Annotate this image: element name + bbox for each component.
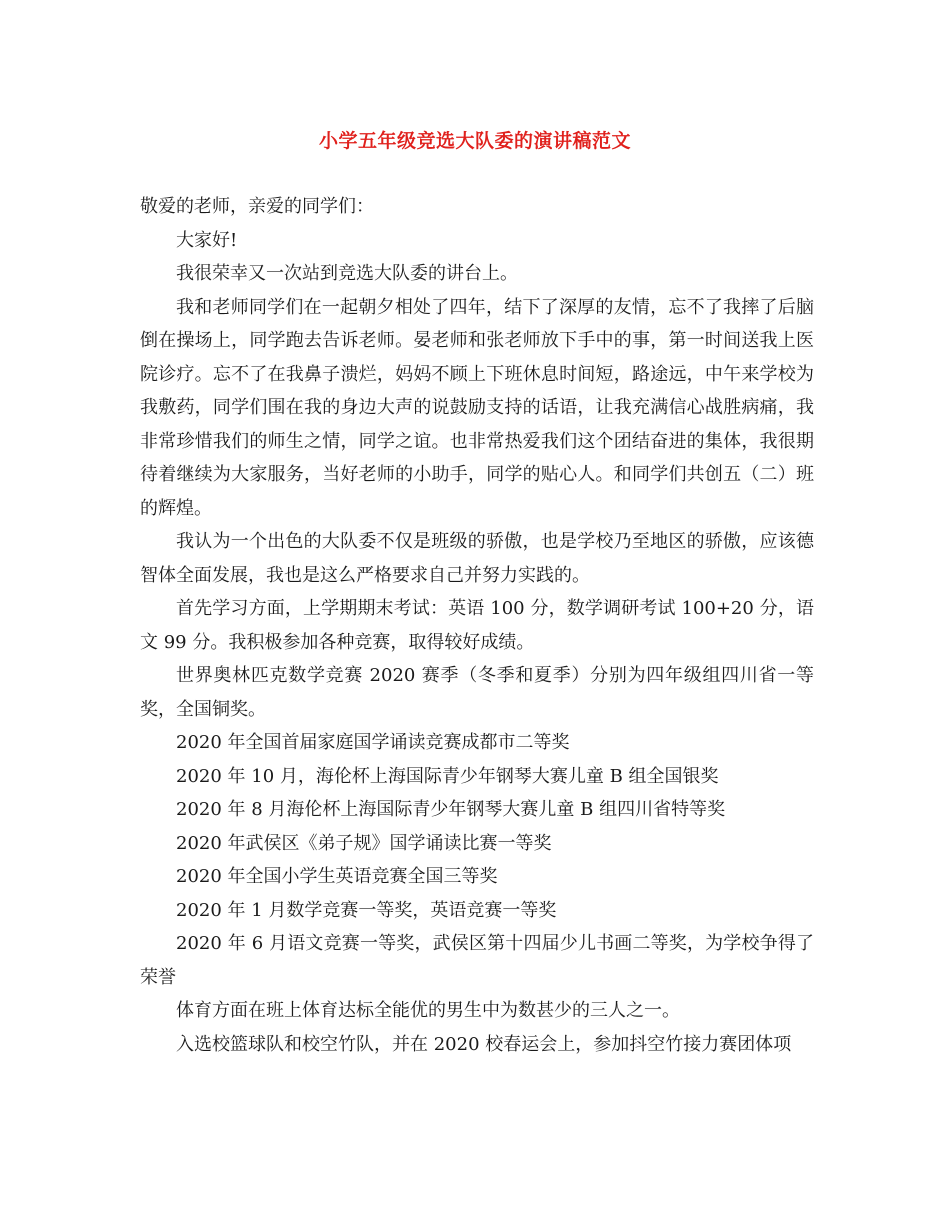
award-item: 2020 年 8 月海伦杯上海国际青少年钢琴大赛儿童 B 组四川省特等奖 [176,799,726,820]
paragraph: 首先学习方面，上学期期末考试：英语 100 分，数学调研考试 100+20 分，语文 99 分。我积极参加各种竞赛，取得较好成绩。 [140,598,814,653]
greeting: 敬爱的老师，亲爱的同学们： [140,196,374,217]
paragraph: 我和老师同学们在一起朝夕相处了四年，结下了深厚的友情，忘不了我摔了后脑倒在操场上，同学跑去告诉老师。晏老师和张老师放下手中的事，第一时间送我上医院诊疗。忘不了在我鼻子溃烂，妈妈不顾上下班休息时间短，路途远，中午来学校为我敷药，同学们围在我的身边大声的说鼓励支持的话语，让我充满信心战胜病痛，我非常珍惜我们的师生之情，同学之谊。也非常热爱我们这个团结奋进的集体，我很期待着继续为大家服务，当好老师的小助手，同学的贴心人。和同学们共创五（二）班的辉煌。 [140,296,814,519]
document-body [140,190,814,1061]
award-item: 2020 年 10 月，海伦杯上海国际青少年钢琴大赛儿童 B 组全国银奖 [176,765,719,787]
document-title: 小学五年级竞选大队委的演讲稿范文 [318,130,631,152]
paragraph: 世界奥林匹克数学竞赛 2020 赛季（冬季和夏季）分别为四年级组四川省一等奖，全国铜奖。 [140,665,814,720]
paragraph: 我认为一个出色的大队委不仅是班级的骄傲，也是学校乃至地区的骄傲，应该德智体全面发展，我也是这么严格要求自己并努力实践的。 [140,531,814,586]
award-item: 2020 年武侯区《弟子规》国学诵读比赛一等奖 [176,832,552,854]
award-item: 2020 年全国首届家庭国学诵读竞赛成都市二等奖 [176,732,570,753]
award-item: 2020 年 6 月语文竞赛一等奖，武侯区第十四届少儿书画二等奖，为学校争得了荣誉 [140,933,814,988]
award-item: 2020 年 1 月数学竞赛一等奖，英语竞赛一等奖 [176,899,557,921]
paragraph: 入选校篮球队和校空竹队，并在 2020 校春运会上，参加抖空竹接力赛团体项 [176,1033,792,1055]
paragraph: 大家好! [176,229,238,251]
paragraph: 我很荣幸又一次站到竞选大队委的讲台上。 [176,263,518,284]
award-item: 2020 年全国小学生英语竞赛全国三等奖 [176,866,498,887]
paragraph: 体育方面在班上体育达标全能优的男生中为数甚少的三人之一。 [176,1000,680,1021]
